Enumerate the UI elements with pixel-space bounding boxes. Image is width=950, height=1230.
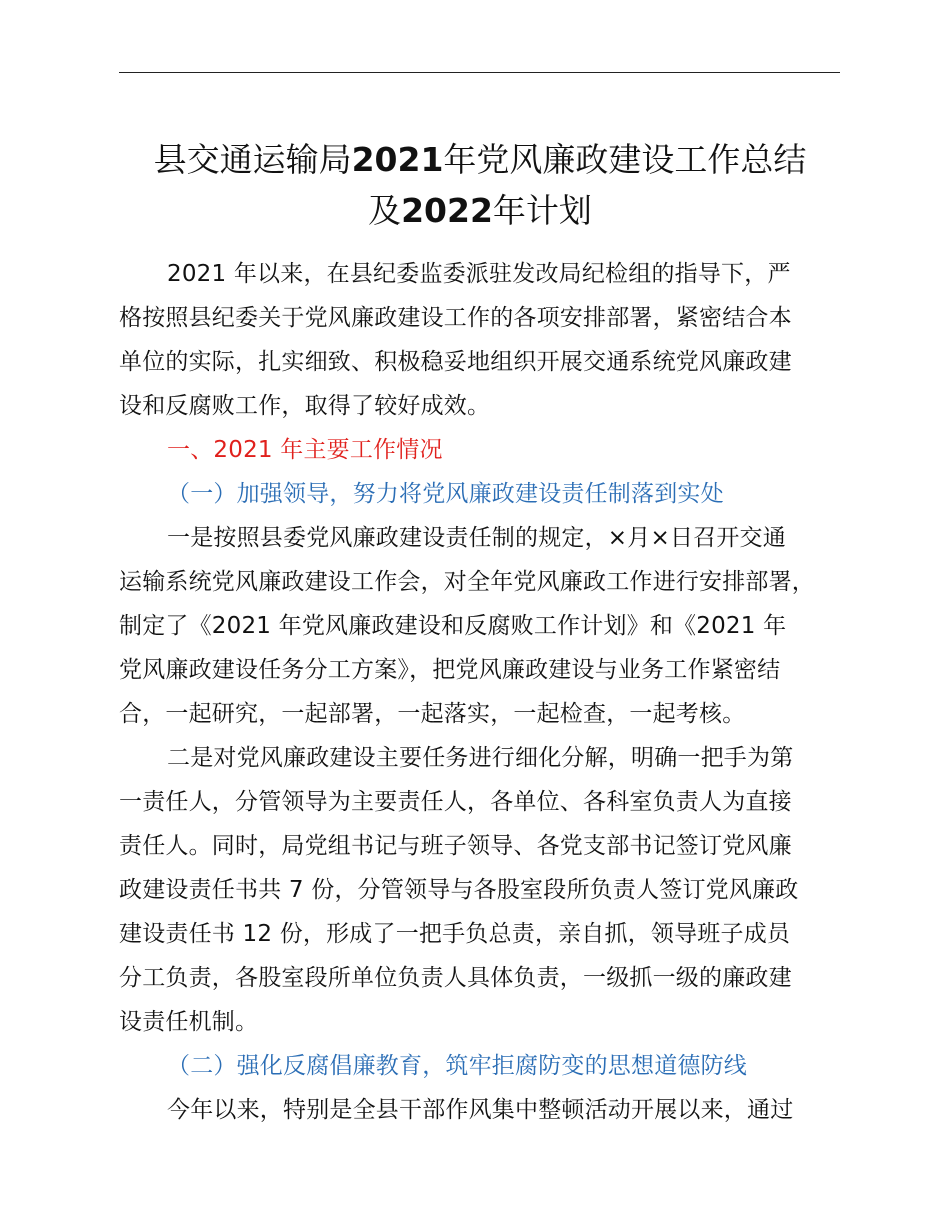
title-line-1: 县交通运输局2021年党风廉政建设工作总结 <box>153 140 807 179</box>
paragraph-line: 设和反腐败工作，取得了较好成效。 <box>119 393 491 419</box>
paragraph-line: 运输系统党风廉政建设工作会，对全年党风廉政工作进行安排部署， <box>119 569 815 595</box>
paragraph-line: 分工负责，各股室段所单位负责人具体负责，一级抓一级的廉政建 <box>119 965 792 991</box>
paragraph-line: 设责任机制。 <box>119 1009 259 1035</box>
paragraph-line: 一责任人，分管领导为主要责任人，各单位、各科室负责人为直接 <box>119 789 792 815</box>
paragraph-line: 制定了《2021 年党风廉政建设和反腐败工作计划》和《2021 年 <box>119 613 787 639</box>
paragraph-line: 二是对党风廉政建设主要任务进行细化分解，明确一把手为第 <box>167 745 794 771</box>
paragraph-line: 党风廉政建设任务分工方案》，把党风廉政建设与业务工作紧密结 <box>119 657 781 683</box>
paragraph-line: 今年以来，特别是全县干部作风集中整顿活动开展以来，通过 <box>167 1097 794 1123</box>
subsection-heading: （二）强化反腐倡廉教育，筑牢拒腐防变的思想道德防线 <box>167 1053 747 1079</box>
document-title <box>110 134 850 236</box>
paragraph-line: 2021 年以来，在县纪委监委派驻发改局纪检组的指导下，严 <box>167 261 791 287</box>
paragraph-line: 政建设责任书共 7 份，分管领导与各股室段所负责人签订党风廉政 <box>119 877 799 903</box>
section-heading: 一、2021 年主要工作情况 <box>167 437 443 463</box>
paragraph-line: 一是按照县委党风廉政建设责任制的规定，×月×日召开交通 <box>167 525 786 551</box>
top-rule <box>119 72 840 73</box>
paragraph-line: 建设责任书 12 份，形成了一把手负总责，亲自抓，领导班子成员 <box>119 921 791 947</box>
paragraph-line: 合，一起研究，一起部署，一起落实，一起检查，一起考核。 <box>119 701 746 727</box>
document-body <box>119 252 844 1132</box>
paragraph-line: 格按照县纪委关于党风廉政建设工作的各项安排部署，紧密结合本 <box>119 305 792 331</box>
title-line-2: 及2022年计划 <box>368 191 592 230</box>
subsection-heading: （一）加强领导，努力将党风廉政建设责任制落到实处 <box>167 481 724 507</box>
paragraph-line: 单位的实际，扎实细致、积极稳妥地组织开展交通系统党风廉政建 <box>119 349 792 375</box>
paragraph-line: 责任人。同时，局党组书记与班子领导、各党支部书记签订党风廉 <box>119 833 792 859</box>
